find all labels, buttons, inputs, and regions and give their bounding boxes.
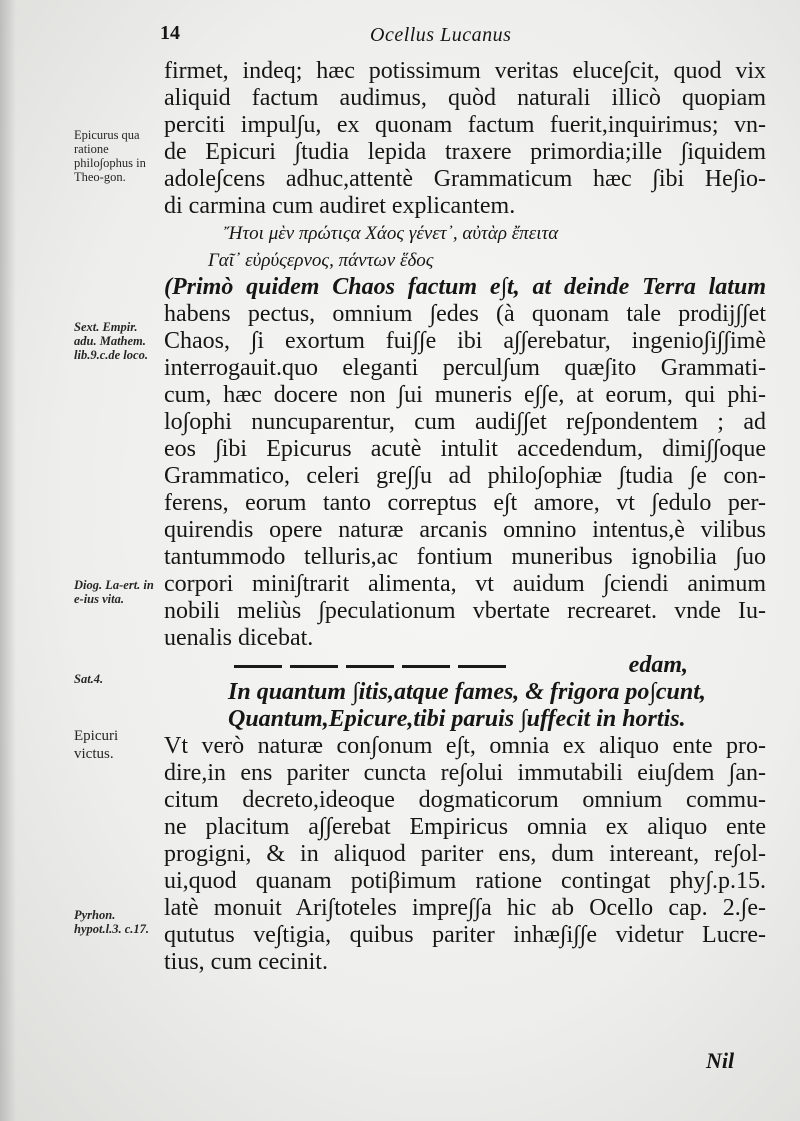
text-line: latè monuit Ari∫toteles impre∫∫a hic ab Ocello cap. 2.∫e-: [164, 895, 766, 921]
text-line: ne placitum a∫∫erebat Empiricus omnia ex aliquo ente: [164, 814, 766, 840]
text-line: tantummodo telluris,ac fontium muneribus ignobilia ∫uo: [164, 544, 766, 570]
text-line: corpori mini∫trarit alimenta, vt auidum ∫ciendi animum: [164, 571, 766, 597]
text-line: eos ∫ibi Epicurus acutè intulit accedendum, dimi∫∫oque: [164, 436, 766, 462]
margin-note-sext: Sext. Empir. adu. Mathem. lib.9.c.de loco.: [74, 320, 148, 362]
text-line: nobili meliùs ∫peculationum vbertate recrearet. vnde Iu-: [164, 598, 766, 624]
verse-elision-line: [164, 652, 766, 679]
text-line: lo∫ophi nuncuparentur, cum audi∫∫et re∫pondentem ; ad: [164, 409, 766, 435]
text-line: cum, hæc docere non ∫ui muneris e∫∫e, at eorum, qui phi-: [164, 382, 766, 408]
text-line: de Epicuri ∫tudia lepida traxere primordia;ille ∫iquidem: [164, 139, 766, 165]
greek-verse-line: Ἤτοι μὲν πρώτιςα Χάος γένετ᾽, αὐτὰρ ἔπειτα: [224, 223, 559, 244]
text-line: tius, cum cecinit.: [164, 949, 328, 975]
text-line: habens pectus, omnium ∫edes (à quonam tale prodij∫∫et: [164, 301, 766, 327]
text-line: interrogauit.quo eleganti percul∫um quæ∫ito Grammati-: [164, 355, 766, 381]
margin-note-pyrhon: Pyrhon. hypot.l.3. c.17.: [74, 908, 149, 936]
text-line: progigni, & in aliquod pariter ens, dum intereant, re∫ol-: [164, 841, 766, 867]
page-header: [160, 22, 720, 52]
text-line: ferens, eorum tanto correptus e∫t amore, vt ∫edulo per-: [164, 490, 766, 516]
text-line: Chaos, ∫i exortum fui∫∫e ibi a∫∫erebatur, ingenio∫i∫∫imè: [164, 328, 766, 354]
main-text: [164, 58, 766, 976]
page-number: 14: [160, 22, 180, 44]
text-line: firmet, indeq; hæc potissimum veritas eluce∫cit, quod vix: [164, 58, 766, 84]
text-line: Grammatico, celeri gre∫∫u ad philo∫ophiæ ∫tudia ∫e con-: [164, 463, 766, 489]
text-line: ui,quod quanam potiβimum ratione contingat phy∫.p.15.: [164, 868, 766, 894]
text-line: uenalis dicebat.: [164, 625, 314, 651]
greek-verse-line: Γαῖ᾽ εὐρύςερνος, πάντων ἕδος: [208, 250, 434, 271]
margin-note-epicurus: Epicurus qua ratione philo∫ophus in Theo-gon.: [74, 128, 146, 184]
text-line: di carmina cum audiret explicantem.: [164, 193, 516, 219]
text-line: adole∫cens adhuc,attentè Grammaticum hæc ∫ibi He∫io-: [164, 166, 766, 192]
elision-dashes: [234, 665, 514, 668]
text-line: Vt verò naturæ con∫onum e∫t, omnia ex aliquo ente pro-: [164, 733, 766, 759]
text-line: qututus ve∫tigia, quibus pariter inhæ∫i∫∫e videtur Lucre-: [164, 922, 766, 948]
verse-fragment: edam,: [628, 652, 688, 678]
text-line: dire,in ens pariter cuncta re∫olui immutabili eiu∫dem ∫an-: [164, 760, 766, 786]
text-line: perciti impul∫u, ex quonam factum fuerit,inquirimus; vn-: [164, 112, 766, 138]
catchword: Nil: [706, 1048, 735, 1073]
margin-note-diog: Diog. La-ert. in e-ius vita.: [74, 578, 154, 606]
text-line: citum decreto,ideoque dogmaticorum omnium commu-: [164, 787, 766, 813]
text-line: quirendis opere naturæ arcanis omnino intentus,è vilibus: [164, 517, 766, 543]
text-line-italic: (Primò quidem Chaos factum e∫t, at deinde Terra latum: [164, 274, 766, 300]
running-title: Ocellus Lucanus: [370, 24, 512, 46]
margin-note-sat: Sat.4.: [74, 672, 104, 686]
margin-note-victus: Epicuri victus.: [74, 728, 119, 762]
text-line: aliquid factum audimus, quòd naturali illicò quopiam: [164, 85, 766, 111]
gutter-shadow: [0, 0, 16, 1121]
latin-verse-line: In quantum ∫itis,atque fames, & frigora po∫cunt,: [228, 679, 706, 705]
latin-verse-line: Quantum,Epicure,tibi paruis ∫uffecit in hortis.: [228, 706, 686, 732]
